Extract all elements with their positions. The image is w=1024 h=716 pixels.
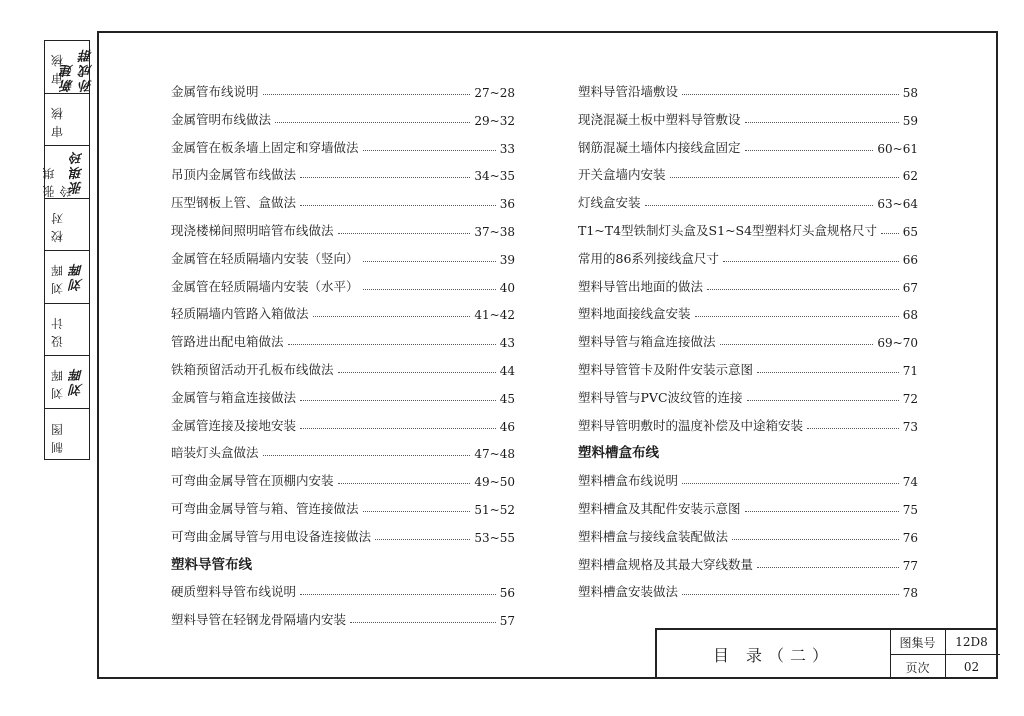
toc-entry-page: 78 [902, 586, 918, 601]
leader-dots [363, 289, 496, 290]
toc-entry-title: 金属管与箱盒连接做法 [171, 389, 297, 405]
toc-entry-page: 66 [902, 252, 918, 267]
toc-entry-page: 74 [902, 475, 918, 490]
toc-entry[interactable] [171, 187, 515, 211]
toc-entry[interactable] [578, 76, 918, 100]
leader-dots [300, 400, 496, 401]
toc-entry-page: 34~35 [474, 169, 515, 184]
leader-dots [682, 594, 899, 595]
toc-entry-title: 塑料导管出地面的做法 [578, 278, 704, 294]
leader-dots [695, 316, 899, 317]
toc-entry[interactable] [578, 493, 918, 517]
toc-entry-title: 轻质隔墙内管路入箱做法 [171, 306, 309, 322]
signature-role: 审核 [50, 101, 65, 138]
toc-entry-title: 硬质塑料导管布线说明 [171, 584, 297, 600]
toc-entry-page: 59 [902, 113, 918, 128]
toc-entry-page: 69~70 [877, 336, 918, 351]
leader-dots [313, 316, 471, 317]
toc-entry-page: 53~55 [474, 530, 515, 545]
toc-entry[interactable] [171, 410, 515, 434]
leader-dots [375, 539, 470, 540]
toc-entry[interactable] [578, 382, 918, 406]
leader-dots [645, 205, 874, 206]
toc-entry-page: 76 [902, 530, 918, 545]
toc-entry-page: 71 [902, 364, 918, 378]
toc-entry-page: 77 [902, 558, 918, 573]
toc-entry-title: 金属管在轻质隔墙内安装（水平） [171, 278, 359, 294]
toc-entry-page: 33 [499, 141, 515, 156]
toc-entry[interactable] [171, 132, 515, 156]
toc-entry-title: 金属管明布线做法 [171, 111, 272, 127]
page-number-label: 页次 [890, 655, 946, 679]
leader-dots [275, 122, 470, 123]
leader-dots [747, 400, 899, 401]
signature-row [45, 94, 89, 147]
toc-entry[interactable] [171, 465, 515, 489]
toc-entry[interactable] [578, 243, 918, 267]
leader-dots [757, 567, 899, 568]
title-block [655, 628, 998, 679]
toc-entry-title: 开关盒墙内安装 [578, 167, 666, 183]
leader-dots [338, 483, 471, 484]
signature-row [45, 409, 89, 462]
leader-dots [263, 94, 471, 95]
signature-handwriting [68, 304, 88, 356]
leader-dots [720, 344, 874, 345]
sheet-title: 目 录（二） [657, 630, 891, 679]
toc-entry-page: 36 [499, 197, 515, 212]
toc-entry-page: 73 [902, 419, 918, 434]
toc-entry[interactable] [578, 521, 918, 545]
toc-entry-title: 可弯曲金属导管与箱、管连接做法 [171, 501, 359, 516]
toc-entry-page: 37~38 [474, 225, 515, 239]
toc-entry-title: 金属管在板条墙上固定和穿墙做法 [171, 139, 359, 155]
toc-entry-title: 金属管在轻质隔墙内安装（竖向） [171, 250, 359, 266]
signature-handwriting [68, 199, 88, 251]
toc-entry[interactable] [171, 298, 515, 322]
leader-dots [745, 122, 899, 123]
toc-entry[interactable] [171, 521, 515, 545]
leader-dots [300, 177, 470, 178]
signature-handwriting: 刘晖 [70, 366, 86, 397]
toc-entry-title: 塑料导管明敷时的温度补偿及中途箱安装 [578, 417, 804, 433]
leader-dots [723, 261, 899, 262]
atlas-number-label: 图集号 [890, 630, 946, 654]
toc-entry-page: 60~61 [877, 141, 918, 156]
toc-entry-page: 40 [499, 280, 515, 295]
toc-entry-title: 塑料槽盒布线说明 [578, 473, 679, 489]
toc-entry[interactable] [578, 215, 918, 239]
toc-entry-page: 57 [499, 614, 515, 629]
toc-entry-title: 常用的86系列接线盒尺寸 [578, 250, 719, 266]
leader-dots [670, 177, 899, 178]
toc-section-heading: 塑料槽盒布线 [578, 445, 659, 462]
toc-entry[interactable] [171, 437, 515, 461]
signature-role: 审核 [50, 48, 65, 85]
toc-entry-page: 58 [902, 86, 918, 100]
toc-entry-title: 钢筋混凝土墙体内接线盒固定 [578, 139, 741, 155]
toc-entry-page: 51~52 [474, 503, 515, 517]
toc-entry[interactable] [578, 465, 918, 489]
toc-entry[interactable] [171, 354, 515, 378]
toc-entry[interactable] [171, 576, 515, 600]
toc-entry[interactable] [578, 104, 918, 128]
signature-handwriting: 张琪玲 [70, 149, 86, 195]
signature-role: 张琪玲 [42, 161, 73, 198]
toc-entry-title: 现浇楼梯间照明暗管布线做法 [171, 223, 334, 238]
toc-entry-title: 塑料槽盒安装做法 [578, 584, 679, 600]
leader-dots [881, 233, 899, 234]
leader-dots [300, 205, 496, 206]
signature-handwriting: 刘晖 [70, 261, 86, 292]
toc-entry-title: 金属管连接及接地安装 [171, 417, 297, 433]
toc-entry[interactable] [171, 382, 515, 406]
toc-entry[interactable] [171, 215, 515, 239]
leader-dots [757, 372, 899, 373]
toc-entry-page: 63~64 [877, 197, 918, 212]
toc-entry-title: 可弯曲金属导管在顶棚内安装 [171, 473, 334, 489]
signature-row [42, 146, 89, 199]
toc-entry-page: 75 [902, 503, 918, 517]
signature-row [45, 356, 89, 409]
toc-entry[interactable] [171, 76, 515, 100]
toc-entry-title: 塑料槽盒及其配件安装示意图 [578, 501, 741, 516]
toc-entry-page: 29~32 [474, 113, 515, 128]
toc-entry-page: 49~50 [474, 475, 515, 490]
toc-entry[interactable] [171, 159, 515, 183]
leader-dots [682, 483, 899, 484]
toc-entry-title: 塑料导管管卡及附件安装示意图 [578, 362, 754, 377]
leader-dots [732, 539, 899, 540]
toc-entry-title: 塑料槽盒规格及其最大穿线数量 [578, 556, 754, 572]
toc-section-heading: 塑料导管布线 [171, 556, 252, 573]
toc-entry-page: 45 [499, 391, 515, 406]
toc-entry-title: T1~T4型铁制灯头盒及S1~S4型塑料灯头盒规格尺寸 [578, 223, 878, 238]
toc-entry[interactable] [578, 159, 918, 183]
signature-role: 制图 [50, 416, 65, 453]
toc-entry-page: 65 [902, 225, 918, 239]
toc-entry[interactable] [578, 410, 918, 434]
toc-entry-title: 塑料导管与PVC波纹管的连接 [578, 389, 743, 405]
toc-entry-page: 44 [499, 364, 515, 378]
toc-entry-title: 塑料地面接线盒安装 [578, 306, 691, 322]
leader-dots [807, 428, 899, 429]
signature-row [45, 304, 89, 357]
leader-dots [300, 594, 496, 595]
leader-dots [263, 455, 471, 456]
toc-entry[interactable] [578, 549, 918, 573]
leader-dots [745, 150, 874, 151]
toc-entry-title: 塑料槽盒与接线盒装配做法 [578, 528, 729, 544]
toc-entry[interactable] [578, 271, 918, 295]
leader-dots [707, 289, 899, 290]
toc-entry-title: 灯线盒安装 [578, 195, 641, 211]
toc-entry-title: 铁箱预留活动开孔板布线做法 [171, 362, 334, 377]
toc-entry[interactable] [578, 326, 918, 350]
toc-entry-title: 塑料导管在轻钢龙骨隔墙内安装 [171, 612, 347, 628]
toc-entry-title: 管路进出配电箱做法 [171, 334, 284, 350]
signature-role: 校对 [50, 206, 65, 243]
toc-entry-page: 62 [902, 169, 918, 184]
atlas-number-value: 12D8 [955, 635, 988, 649]
signature-role: 刘晖 [50, 258, 65, 295]
toc-entry[interactable] [578, 576, 918, 600]
toc-entry[interactable] [578, 187, 918, 211]
toc-entry[interactable] [171, 326, 515, 350]
toc-entry-title: 金属管布线说明 [171, 84, 259, 99]
leader-dots [300, 428, 496, 429]
signature-panel [42, 40, 95, 460]
signature-handwriting [68, 409, 88, 462]
leader-dots [745, 511, 899, 512]
toc-entry-title: 现浇混凝土板中塑料导管敷设 [578, 111, 741, 127]
toc-entry-title: 压型钢板上管、盒做法 [171, 195, 297, 211]
toc-entry-page: 67 [902, 280, 918, 295]
toc-entry-page: 46 [499, 419, 515, 434]
toc-entry-title: 可弯曲金属导管与用电设备连接做法 [171, 528, 372, 544]
signature-role: 刘晖 [50, 363, 65, 400]
signature-handwriting [68, 94, 88, 146]
leader-dots [338, 233, 471, 234]
toc-entry-page: 56 [499, 586, 515, 601]
leader-dots [338, 372, 496, 373]
toc-entry-title: 吊顶内金属管布线做法 [171, 167, 297, 183]
leader-dots [363, 511, 471, 512]
toc-entry-page: 72 [902, 391, 918, 406]
signature-handwriting: 新建 孙成群 [61, 47, 95, 93]
leader-dots [682, 94, 899, 95]
toc-entry[interactable] [578, 132, 918, 156]
leader-dots [363, 150, 496, 151]
signature-row [45, 251, 89, 304]
toc-entry-page: 43 [499, 336, 515, 351]
toc-entry-page: 39 [499, 252, 515, 267]
toc-entry[interactable] [171, 104, 515, 128]
toc-entry[interactable] [171, 271, 515, 295]
toc-entry-page: 68 [902, 308, 918, 323]
toc-entry-page: 27~28 [474, 86, 515, 100]
toc-entry[interactable] [171, 243, 515, 267]
toc-entry-page: 41~42 [474, 308, 515, 323]
leader-dots [363, 261, 496, 262]
toc-entry-page: 47~48 [474, 447, 515, 462]
toc-entry[interactable] [578, 354, 918, 378]
toc-entry-title: 塑料导管沿墙敷设 [578, 84, 679, 99]
toc-entry[interactable] [578, 298, 918, 322]
signature-row [45, 41, 95, 94]
toc-entry-title: 塑料导管与箱盒连接做法 [578, 334, 716, 350]
signature-role: 设计 [50, 311, 65, 348]
signature-row [45, 199, 89, 252]
leader-dots [288, 344, 496, 345]
toc-entry[interactable] [171, 493, 515, 517]
toc-entry[interactable] [171, 604, 515, 628]
page-number-value: 02 [963, 660, 980, 674]
toc-entry-title: 暗装灯头盒做法 [171, 445, 259, 461]
leader-dots [350, 622, 496, 623]
